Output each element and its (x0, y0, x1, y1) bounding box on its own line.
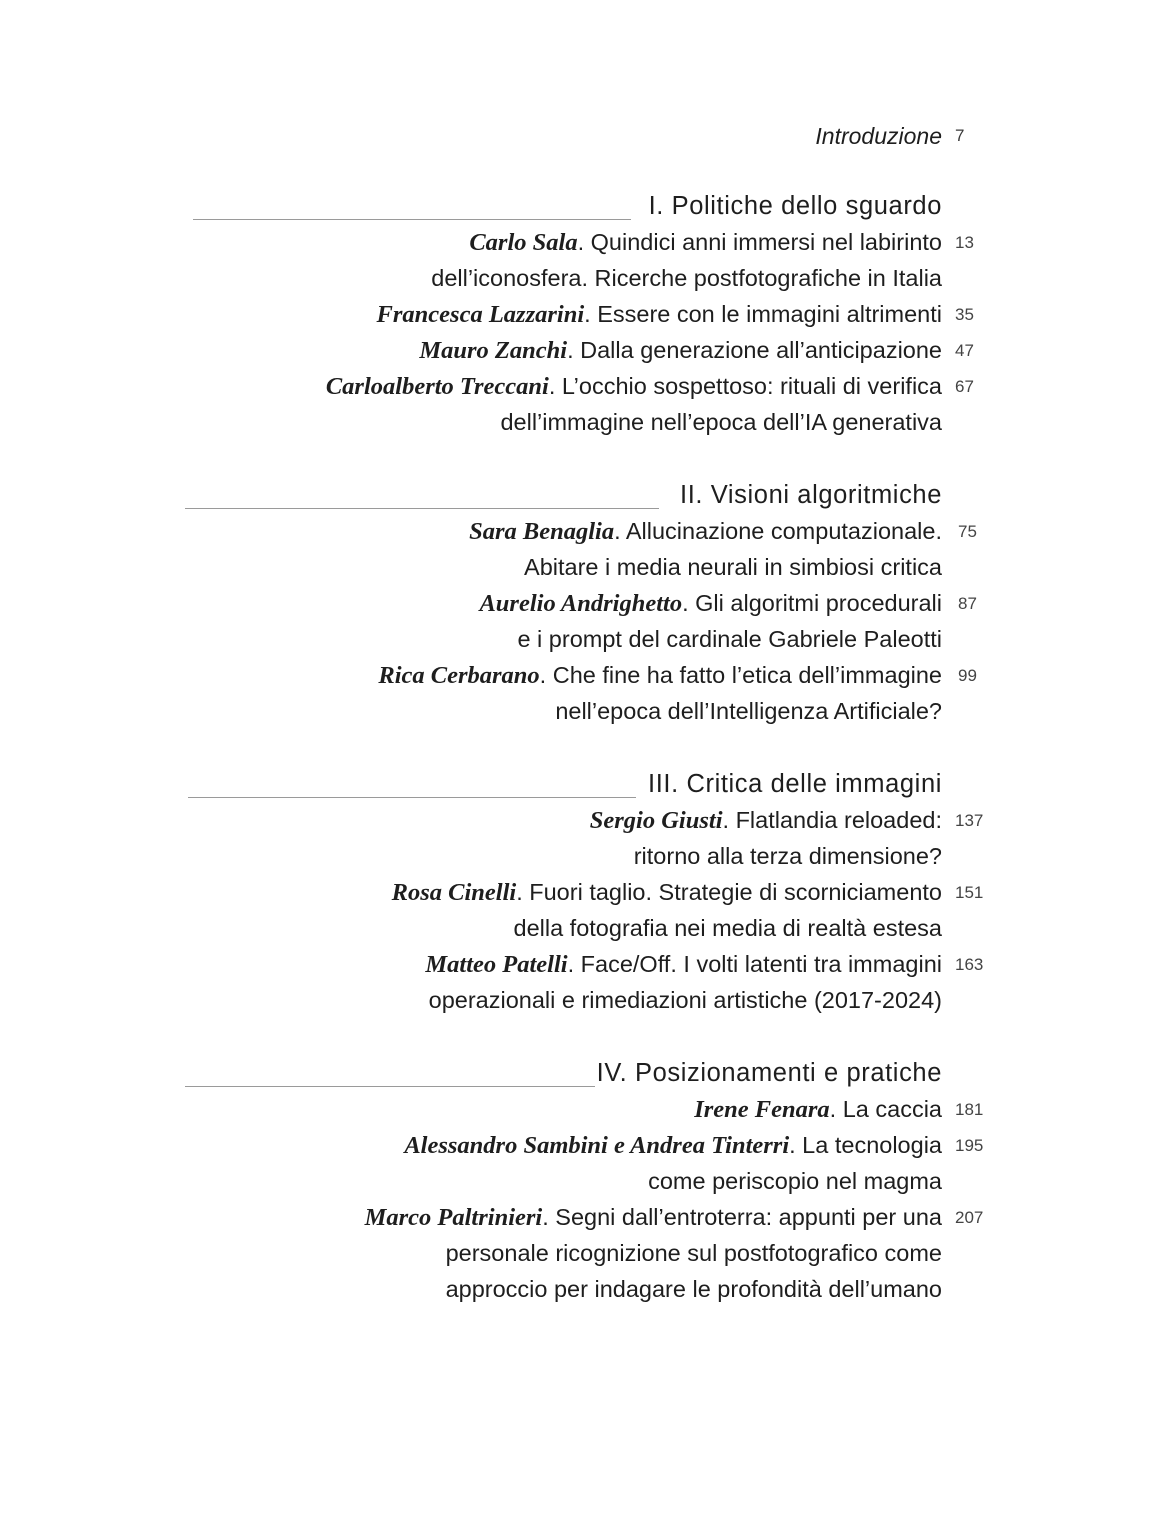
entry-page-number: 87 (958, 594, 977, 613)
entry-author: Irene Fenara (694, 1096, 830, 1123)
entry-title: . Quindici anni immersi nel labirinto (577, 229, 942, 255)
toc-entry[interactable] (0, 1091, 1162, 1127)
entry-page-number: 151 (955, 883, 984, 902)
toc-entry[interactable] (0, 802, 1162, 874)
toc-entry[interactable] (0, 332, 1162, 368)
intro-page-number: 7 (955, 126, 965, 145)
entry-page-number: 181 (955, 1100, 984, 1119)
section-rule (185, 1086, 595, 1087)
entry-page-number: 195 (955, 1136, 984, 1155)
entry-title-continued: e i prompt del cardinale Gabriele Paleotti (517, 626, 942, 652)
entry-title-continued: approccio per indagare le profondità dell’umano (445, 1276, 942, 1302)
section-rule (188, 797, 636, 798)
entry-title-continued: ritorno alla terza dimensione? (633, 843, 942, 869)
entry-title: . Flatlandia reloaded: (722, 807, 942, 833)
entry-author: Sergio Giusti (589, 807, 723, 834)
entry-title-continued: nell’epoca dell’Intelligenza Artificiale? (555, 698, 942, 724)
entry-page-number: 163 (955, 955, 984, 974)
entry-author: Francesca Lazzarini (376, 301, 585, 328)
entry-author: Rosa Cinelli (391, 879, 517, 906)
entry-title-continued: personale ricognizione sul postfotografico come (445, 1240, 942, 1266)
entry-page-number: 67 (955, 377, 974, 396)
section-title: II. Visioni algoritmiche (680, 481, 942, 509)
section-rule (185, 508, 659, 509)
entry-author: Marco Paltrinieri (364, 1204, 543, 1231)
entry-title: . L’occhio sospettoso: rituali di verifica (548, 373, 942, 399)
entry-title-continued: operazionali e rimediazioni artistiche (2017-2024) (428, 987, 942, 1013)
toc-entry[interactable] (0, 368, 1162, 440)
toc-entry[interactable] (0, 657, 1162, 729)
entry-title: . Essere con le immagini altrimenti (584, 301, 942, 327)
entry-title: . Che fine ha fatto l’etica dell’immagine (539, 662, 942, 688)
entry-title-continued: dell’immagine nell’epoca dell’IA generativa (500, 409, 942, 435)
entry-title: . La tecnologia (789, 1132, 942, 1158)
section-3 (0, 766, 1162, 1018)
toc-entry[interactable] (0, 874, 1162, 946)
toc-entry[interactable] (0, 513, 1162, 585)
entry-title-continued: della fotografia nei media di realtà estesa (513, 915, 942, 941)
toc-entry[interactable] (0, 1127, 1162, 1199)
toc-entry[interactable] (0, 296, 1162, 332)
entry-title: . Fuori taglio. Strategie di scorniciamento (516, 879, 942, 905)
toc-entry[interactable] (0, 224, 1162, 296)
entry-title: . Face/Off. I volti latenti tra immagini (567, 951, 942, 977)
entry-author: Sara Benaglia (469, 518, 615, 545)
entry-title: . Dalla generazione all’anticipazione (567, 337, 942, 363)
section-title: IV. Posizionamenti e pratiche (596, 1059, 942, 1087)
entry-page-number: 47 (955, 341, 974, 360)
entry-author: Carloalberto Treccani (325, 373, 549, 400)
entry-title-continued: Abitare i media neurali in simbiosi critica (524, 554, 942, 580)
entry-title: . Allucinazione computazionale. (614, 518, 942, 544)
entry-author: Rica Cerbarano (378, 662, 540, 689)
entry-title: . La caccia (829, 1096, 942, 1122)
entry-author: Carlo Sala (469, 229, 578, 256)
entry-author: Mauro Zanchi (419, 337, 568, 364)
section-4 (0, 1055, 1162, 1307)
entry-author: Matteo Patelli (425, 951, 568, 978)
entry-title: . Segni dall’entroterra: appunti per una (542, 1204, 942, 1230)
entry-page-number: 35 (955, 305, 974, 324)
entry-author: Alessandro Sambini e Andrea Tinterri (404, 1132, 790, 1159)
section-2 (0, 477, 1162, 729)
entry-title-continued: come periscopio nel magma (648, 1168, 942, 1194)
section-title: I. Politiche dello sguardo (648, 192, 942, 220)
entry-page-number: 137 (955, 811, 984, 830)
entry-title: . Gli algoritmi procedurali (682, 590, 942, 616)
toc-entry[interactable] (0, 946, 1162, 1018)
entry-title-continued: dell’iconosfera. Ricerche postfotografiche in Italia (431, 265, 942, 291)
toc-entry[interactable] (0, 585, 1162, 657)
entry-author: Aurelio Andrighetto (479, 590, 683, 617)
section-1 (0, 188, 1162, 440)
toc-entry[interactable] (0, 1199, 1162, 1307)
section-rule (193, 219, 631, 220)
section-title: III. Critica delle immagini (648, 770, 942, 798)
entry-page-number: 99 (958, 666, 977, 685)
intro-label: Introduzione (815, 123, 942, 149)
entry-page-number: 207 (955, 1208, 984, 1227)
entry-page-number: 13 (955, 233, 974, 252)
entry-page-number: 75 (958, 522, 977, 541)
